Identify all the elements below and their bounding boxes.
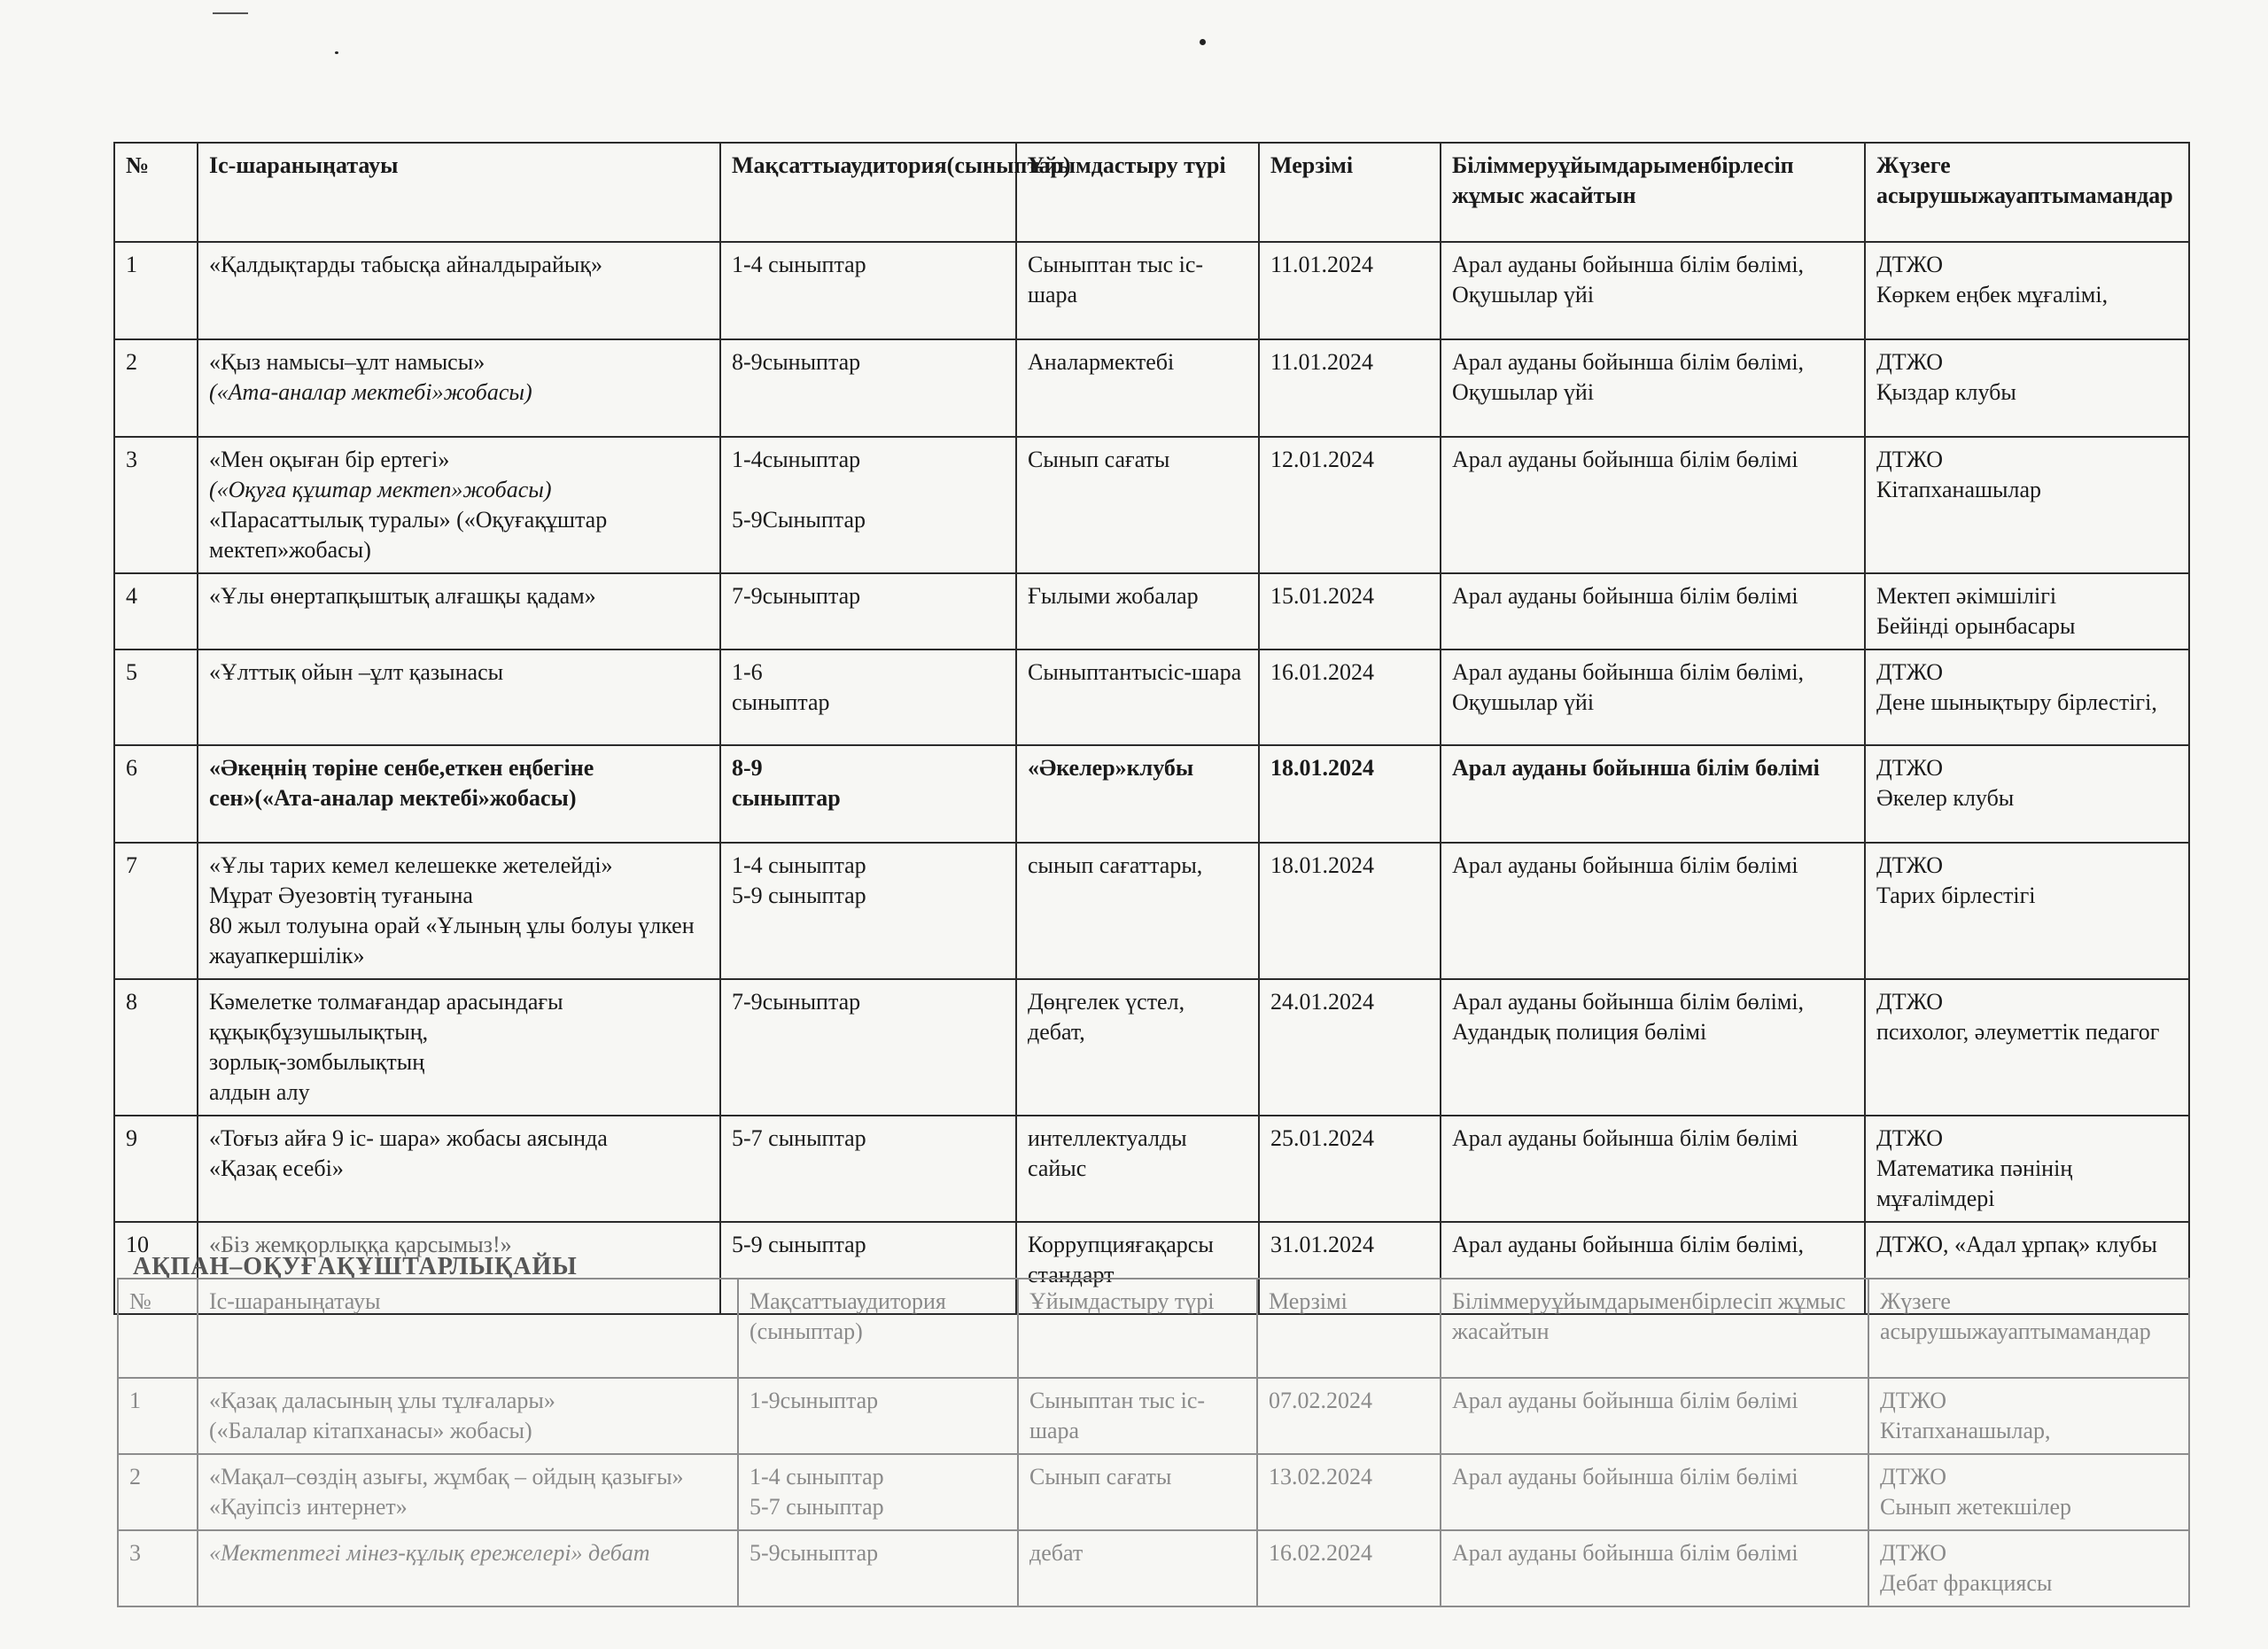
event-format: Сыныптантысіс-шара — [1016, 649, 1259, 745]
table-row — [114, 843, 2189, 979]
plan-table-february — [117, 1278, 2190, 1607]
target-audience: 8-9 сыныптар — [720, 745, 1016, 843]
partner-org: Арал ауданы бойынша білім бөлімі — [1441, 1530, 1868, 1606]
col-header-number: № — [118, 1279, 198, 1378]
table-row — [114, 649, 2189, 745]
event-title: «Ұлттық ойын –ұлт қазынасы — [198, 649, 720, 745]
row-number: 1 — [118, 1378, 198, 1454]
target-audience: 5-9 сыныптар — [720, 1222, 1016, 1314]
event-format: Сыныптан тыс іс-шара — [1016, 242, 1259, 339]
event-format: Аналармектебі — [1016, 339, 1259, 437]
event-date: 31.01.2024 — [1259, 1222, 1441, 1314]
col-header-partner: Біліммеруұйымдарыменбірлесіп жұмыс жасайтын — [1441, 143, 1865, 242]
event-date: 16.02.2024 — [1257, 1530, 1441, 1606]
row-number: 3 — [114, 437, 198, 573]
col-header-format: Ұйымдастыру түрі — [1018, 1279, 1257, 1378]
row-number: 8 — [114, 979, 198, 1116]
table-row — [114, 573, 2189, 649]
event-format: дебат — [1018, 1530, 1257, 1606]
event-title: «Қазақ даласының ұлы тұлғалары» («Балалар кітапханасы» жобасы) — [198, 1378, 738, 1454]
table-row — [118, 1378, 2189, 1454]
table-row — [114, 339, 2189, 437]
row-number: 2 — [114, 339, 198, 437]
scan-speck — [335, 51, 338, 54]
event-date: 16.01.2024 — [1259, 649, 1441, 745]
table-row — [114, 1116, 2189, 1222]
event-format: Сыныптан тыс іс-шара — [1018, 1378, 1257, 1454]
responsible: ДТЖО Кітапханашылар, — [1868, 1378, 2189, 1454]
target-audience: 1-4 сыныптар 5-7 сыныптар — [738, 1454, 1018, 1530]
table-row — [114, 745, 2189, 843]
responsible: ДТЖО Тарих бірлестігі — [1865, 843, 2189, 979]
partner-org: Арал ауданы бойынша білім бөлімі — [1441, 745, 1865, 843]
event-date: 07.02.2024 — [1257, 1378, 1441, 1454]
target-audience: 7-9сыныптар — [720, 573, 1016, 649]
row-number: 4 — [114, 573, 198, 649]
row-number: 6 — [114, 745, 198, 843]
partner-org: Арал ауданы бойынша білім бөлімі, Оқушылар үйі — [1441, 242, 1865, 339]
plan-table-january — [113, 142, 2190, 1315]
col-header-audience: Мақсаттыаудитория (сыныптар) — [738, 1279, 1018, 1378]
table-row — [114, 437, 2189, 573]
responsible: ДТЖО Математика пәнінің мұғалімдері — [1865, 1116, 2189, 1222]
row-number: 2 — [118, 1454, 198, 1530]
col-header-format: Ұйымдастыру түрі — [1016, 143, 1259, 242]
responsible: ДТЖО психолог, әлеуметтік педагог — [1865, 979, 2189, 1116]
event-title: «Мен оқыған бір ертегі» («Оқуға құштар мектеп»жобасы) «Парасаттылық туралы» («Оқуғақұштар мектеп»жобасы) — [198, 437, 720, 573]
partner-org: Арал ауданы бойынша білім бөлімі — [1441, 573, 1865, 649]
event-date: 25.01.2024 — [1259, 1116, 1441, 1222]
event-title: «Қалдықтарды табысқа айналдырайық» — [198, 242, 720, 339]
col-header-responsible: Жүзеге асырушыжауаптымамандар — [1868, 1279, 2189, 1378]
event-format: сынып сағаттары, — [1016, 843, 1259, 979]
target-audience: 7-9сыныптар — [720, 979, 1016, 1116]
partner-org: Арал ауданы бойынша білім бөлімі, Аудандық полиция бөлімі — [1441, 979, 1865, 1116]
section-title: АҚПАН–ОҚУҒАҚҰШТАРЛЫҚАЙЫ — [133, 1253, 578, 1280]
partner-org: Арал ауданы бойынша білім бөлімі — [1441, 1378, 1868, 1454]
event-title: «Ұлы тарих кемел келешекке жетелейді» Мұрат Әуезовтің туғанына 80 жыл толуына орай «Ұлының ұлы болуы үлкен жауапкершілік» — [198, 843, 720, 979]
event-date: 24.01.2024 — [1259, 979, 1441, 1116]
col-header-title: Іс-шараныңатауы — [198, 1279, 738, 1378]
partner-org: Арал ауданы бойынша білім бөлімі, Оқушылар үйі — [1441, 339, 1865, 437]
event-date: 11.01.2024 — [1259, 339, 1441, 437]
responsible: ДТЖО Әкелер клубы — [1865, 745, 2189, 843]
event-title: «Тоғыз айға 9 іс- шара» жобасы аясында «Қазақ есебі» — [198, 1116, 720, 1222]
responsible: ДТЖО Сынып жетекшілер — [1868, 1454, 2189, 1530]
col-header-responsible: Жүзеге асырушыжауаптымамандар — [1865, 143, 2189, 242]
scan-speck — [1200, 39, 1206, 45]
target-audience: 1-4сыныптар 5-9Сыныптар — [720, 437, 1016, 573]
table-header-row — [118, 1279, 2189, 1378]
event-date: 18.01.2024 — [1259, 745, 1441, 843]
event-format: Сынып сағаты — [1016, 437, 1259, 573]
event-date: 15.01.2024 — [1259, 573, 1441, 649]
partner-org: Арал ауданы бойынша білім бөлімі, — [1441, 1222, 1865, 1314]
responsible: ДТЖО Дебат фракциясы — [1868, 1530, 2189, 1606]
event-title: «Мақал–сөздің азығы, жұмбақ – ойдың қазығы» «Қауіпсіз интернет» — [198, 1454, 738, 1530]
partner-org: Арал ауданы бойынша білім бөлімі — [1441, 843, 1865, 979]
row-number: 3 — [118, 1530, 198, 1606]
responsible: ДТЖО Көркем еңбек мұғалімі, — [1865, 242, 2189, 339]
col-header-title: Іс-шараныңатауы — [198, 143, 720, 242]
responsible: ДТЖО Қыздар клубы — [1865, 339, 2189, 437]
event-title: «Ұлы өнертапқыштық алғашқы қадам» — [198, 573, 720, 649]
event-date: 11.01.2024 — [1259, 242, 1441, 339]
target-audience: 8-9сыныптар — [720, 339, 1016, 437]
event-date: 13.02.2024 — [1257, 1454, 1441, 1530]
target-audience: 1-6 сыныптар — [720, 649, 1016, 745]
row-number: 7 — [114, 843, 198, 979]
partner-org: Арал ауданы бойынша білім бөлімі, Оқушылар үйі — [1441, 649, 1865, 745]
event-title: Кәмелетке толмағандар арасындағы құқықбұзушылықтың, зорлық-зомбылықтың алдын алу — [198, 979, 720, 1116]
partner-org: Арал ауданы бойынша білім бөлімі — [1441, 1454, 1868, 1530]
target-audience: 1-4 сыныптар — [720, 242, 1016, 339]
table-row — [118, 1454, 2189, 1530]
col-header-number: № — [114, 143, 198, 242]
row-number: 10 — [114, 1222, 198, 1314]
responsible: ДТЖО Кітапханашылар — [1865, 437, 2189, 573]
table-row — [114, 242, 2189, 339]
responsible: ДТЖО, «Адал ұрпақ» клубы — [1865, 1222, 2189, 1314]
col-header-date: Мерзімі — [1259, 143, 1441, 242]
target-audience: 1-9сыныптар — [738, 1378, 1018, 1454]
event-title: «Мектептегі мінез-құлық ережелері» дебат — [198, 1530, 738, 1606]
table-row — [118, 1530, 2189, 1606]
event-format: Дөңгелек үстел, дебат, — [1016, 979, 1259, 1116]
scan-mark — [213, 12, 248, 14]
target-audience: 5-7 сыныптар — [720, 1116, 1016, 1222]
partner-org: Арал ауданы бойынша білім бөлімі — [1441, 437, 1865, 573]
event-format: «Әкелер»клубы — [1016, 745, 1259, 843]
table-row — [114, 979, 2189, 1116]
event-format: Коррупцияғақарсы стандарт — [1016, 1222, 1259, 1314]
row-number: 9 — [114, 1116, 198, 1222]
event-title: «Әкеңнің төріне сенбе,еткен еңбегіне сен»(«Ата-аналар мектебі»жобасы) — [198, 745, 720, 843]
target-audience: 5-9сыныптар — [738, 1530, 1018, 1606]
col-header-partner: Біліммеруұйымдарыменбірлесіп жұмыс жасайтын — [1441, 1279, 1868, 1378]
table-header-row — [114, 143, 2189, 242]
event-date: 18.01.2024 — [1259, 843, 1441, 979]
event-format: Ғылыми жобалар — [1016, 573, 1259, 649]
responsible: Мектеп әкімшілігі Бейінді орынбасары — [1865, 573, 2189, 649]
responsible: ДТЖО Дене шынықтыру бірлестігі, — [1865, 649, 2189, 745]
event-format: интеллектуалды сайыс — [1016, 1116, 1259, 1222]
partner-org: Арал ауданы бойынша білім бөлімі — [1441, 1116, 1865, 1222]
event-title: «Біз жемқорлыққа қарсымыз!» — [198, 1222, 720, 1314]
col-header-audience: Мақсаттыаудитория(сыныптар) — [720, 143, 1016, 242]
row-number: 5 — [114, 649, 198, 745]
col-header-date: Мерзімі — [1257, 1279, 1441, 1378]
event-date: 12.01.2024 — [1259, 437, 1441, 573]
event-format: Сынып сағаты — [1018, 1454, 1257, 1530]
target-audience: 1-4 сыныптар 5-9 сыныптар — [720, 843, 1016, 979]
event-title: «Қыз намысы–ұлт намысы» («Ата-аналар мектебі»жобасы) — [198, 339, 720, 437]
row-number: 1 — [114, 242, 198, 339]
